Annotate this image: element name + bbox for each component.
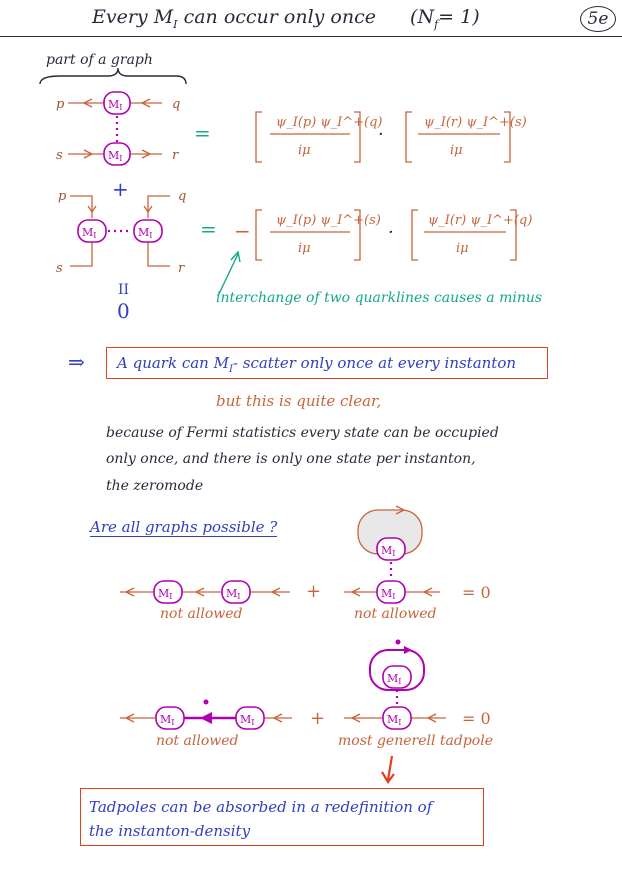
zero-equal-sign: II	[118, 282, 130, 298]
svg-text:iμ: iμ	[298, 241, 311, 256]
svg-text:iμ: iμ	[450, 143, 463, 158]
svg-text:ψ_I(p) ψ_I^+(q): ψ_I(p) ψ_I^+(q)	[276, 115, 383, 130]
label-not-allowed-3: not allowed	[156, 733, 239, 749]
svg-text:s: s	[56, 148, 63, 163]
svg-text:ψ_I(p) ψ_I^+(s): ψ_I(p) ψ_I^+(s)	[276, 213, 381, 228]
svg-text:MI: MI	[108, 98, 123, 112]
graphs-question: Are all graphs possible ?	[90, 518, 278, 536]
svg-text:·: ·	[378, 124, 384, 145]
svg-text:−: −	[234, 219, 251, 243]
svg-text:r: r	[172, 148, 179, 163]
svg-text:q: q	[178, 189, 187, 204]
svg-text:ψ_I(r) ψ_I^+(s): ψ_I(r) ψ_I^+(s)	[424, 115, 527, 130]
key-statement-box: A quark can $M_I-$ scatter only once at every instanton	[106, 347, 548, 379]
svg-text:MI: MI	[387, 672, 402, 686]
title-underline	[0, 36, 622, 37]
svg-text:MI: MI	[158, 587, 173, 601]
caption-text: part of a graph	[46, 52, 153, 68]
conclusion-box	[80, 788, 484, 846]
interchange-note: interchange of two quarklines causes a minus	[216, 290, 543, 306]
diagram-exchange	[56, 189, 186, 276]
svg-text:MI: MI	[226, 587, 241, 601]
formula-exchange	[234, 210, 532, 260]
svg-text:p: p	[58, 189, 67, 204]
explanation-line-2: only once, and there is only one state per instanton,	[106, 451, 476, 467]
graph-tadpole	[344, 640, 446, 730]
svg-text:MI: MI	[240, 713, 255, 727]
label-generell-tadpole: most generell tadpole	[338, 733, 493, 749]
svg-text:iμ: iμ	[456, 241, 469, 256]
top-diagrams	[0, 40, 622, 330]
svg-text:MI: MI	[160, 713, 175, 727]
nf-condition: $(N_f= 1)$	[410, 6, 480, 31]
svg-text:q: q	[172, 97, 181, 112]
conclusion-arrow	[380, 754, 400, 786]
zero-value: 0	[117, 299, 130, 323]
graph-chain-magenta	[120, 700, 292, 730]
graph-examples	[0, 500, 622, 760]
svg-text:r: r	[178, 261, 185, 276]
equals-zero-row-1: = 0	[462, 583, 491, 602]
page-title: Every $M_I$ can occur only once $(N_f= 1)$	[92, 6, 480, 31]
clear-remark: but this is quite clear,	[216, 392, 382, 410]
explanation-line-1: because of Fermi statistics every state can be occupied	[106, 425, 499, 441]
plus-row-2: +	[310, 708, 326, 729]
formula-direct	[256, 112, 527, 162]
conclusion-line-1: Tadpoles can be absorbed in a redefinition of	[89, 798, 433, 816]
equals-zero-row-2: = 0	[462, 709, 491, 728]
label-not-allowed-2: not allowed	[354, 606, 437, 622]
svg-text:ψ_I(r) ψ_I^+(q): ψ_I(r) ψ_I^+(q)	[428, 213, 533, 228]
svg-text:s: s	[56, 261, 63, 276]
page-number-badge: 5e	[580, 6, 616, 32]
plus-row-1: +	[306, 581, 322, 602]
svg-text:MI: MI	[387, 713, 402, 727]
equals-2: =	[200, 217, 217, 241]
svg-text:MI: MI	[381, 544, 396, 558]
svg-text:MI: MI	[82, 226, 97, 240]
graph-chain-left	[120, 581, 290, 603]
svg-text:·: ·	[388, 222, 394, 243]
svg-text:MI: MI	[138, 226, 153, 240]
explanation-line-3: the zeromode	[106, 478, 204, 494]
equals-1: =	[194, 121, 211, 145]
svg-text:MI: MI	[381, 587, 396, 601]
caption-brace	[40, 68, 186, 84]
diagram-direct	[56, 92, 180, 165]
svg-text:iμ: iμ	[298, 143, 311, 158]
implies-arrow: ⇒	[68, 350, 85, 374]
plus-sign: +	[112, 177, 129, 201]
label-not-allowed-1: not allowed	[160, 606, 243, 622]
graph-loop-right	[344, 506, 440, 603]
svg-text:MI: MI	[108, 149, 123, 163]
conclusion-line-2: the instanton-density	[89, 822, 251, 840]
svg-text:p: p	[56, 97, 65, 112]
